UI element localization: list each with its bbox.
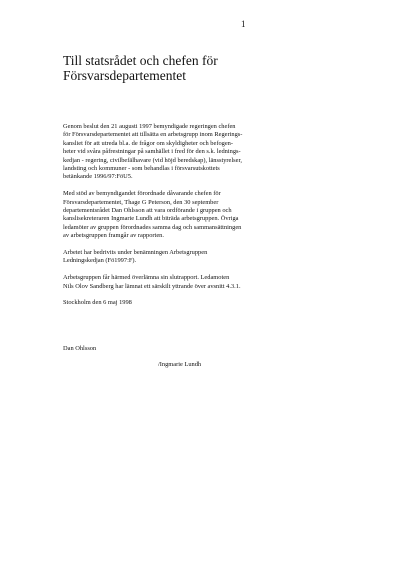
text-line: av arbetsgruppen framgår av rapporten. <box>63 232 164 240</box>
text-line: Försvarsdepartementet, Thage G Peterson, den 30 september <box>63 198 219 206</box>
page-number: 1 <box>241 19 246 29</box>
text-line: landsting och kommuner - som behandlas i försvarsutskottets <box>63 165 220 173</box>
signature-chair: Dan Ohlsson <box>63 345 97 352</box>
page-title <box>63 53 218 83</box>
text-line: betänkande 1996/97:FöU5. <box>63 173 133 181</box>
paragraph-place-date <box>63 299 363 307</box>
text-line: Arbetet har bedrivits under benämningen Arbetsgruppen <box>63 249 208 257</box>
text-line: Genom beslut den 21 augusti 1997 bemyndigade regeringen chefen <box>63 123 236 130</box>
text-line: för Försvarsdepartementet att tillsätta en arbetsgrupp inom Regerings- <box>63 131 243 139</box>
text-line: kanslisekreteraren Ingmarie Lundh att biträda arbetsgruppen. Övriga <box>63 215 239 223</box>
text-line: Stockholm den 6 maj 1998 <box>63 299 132 307</box>
paragraph-mandate <box>63 123 363 182</box>
paragraph-appointment <box>63 190 363 240</box>
signature-secretary: /Ingmarie Lundh <box>158 361 202 368</box>
text-line: kansliet för att utreda bl.a. de frågor om skyldigheter och befogen- <box>63 139 234 147</box>
letter-body <box>63 123 363 316</box>
text-line: departementsrådet Dan Ohlsson att vara ordförande i gruppen och <box>63 207 232 215</box>
title-line-2: Försvarsdepartementet <box>63 68 186 83</box>
text-line: Ledningskedjan (Fö1997:F). <box>63 257 137 265</box>
text-line: ledamöter av gruppen förordnades samma dag och sammansättningen <box>63 223 242 231</box>
paragraph-submission <box>63 274 363 291</box>
text-line: Med stöd av bemyndigandet förordnade dåvarande chefen för <box>63 190 221 198</box>
title-line-1: Till statsrådet och chefen för <box>63 53 218 68</box>
text-line: heter vid svåra påfrestningar på samhället i fred för den s.k. lednings- <box>63 148 241 156</box>
text-line: kedjan - regering, civilbefälhavare (vid höjd beredskap), länsstyrelser, <box>63 156 242 164</box>
text-line: Nils Olov Sandberg har lämnat ett särskilt yttrande över avsnitt 4.3.1. <box>63 282 241 290</box>
text-line: Arbetsgruppen får härmed överlämna sin slutrapport. Ledamoten <box>63 274 230 282</box>
paragraph-working-name <box>63 249 363 266</box>
